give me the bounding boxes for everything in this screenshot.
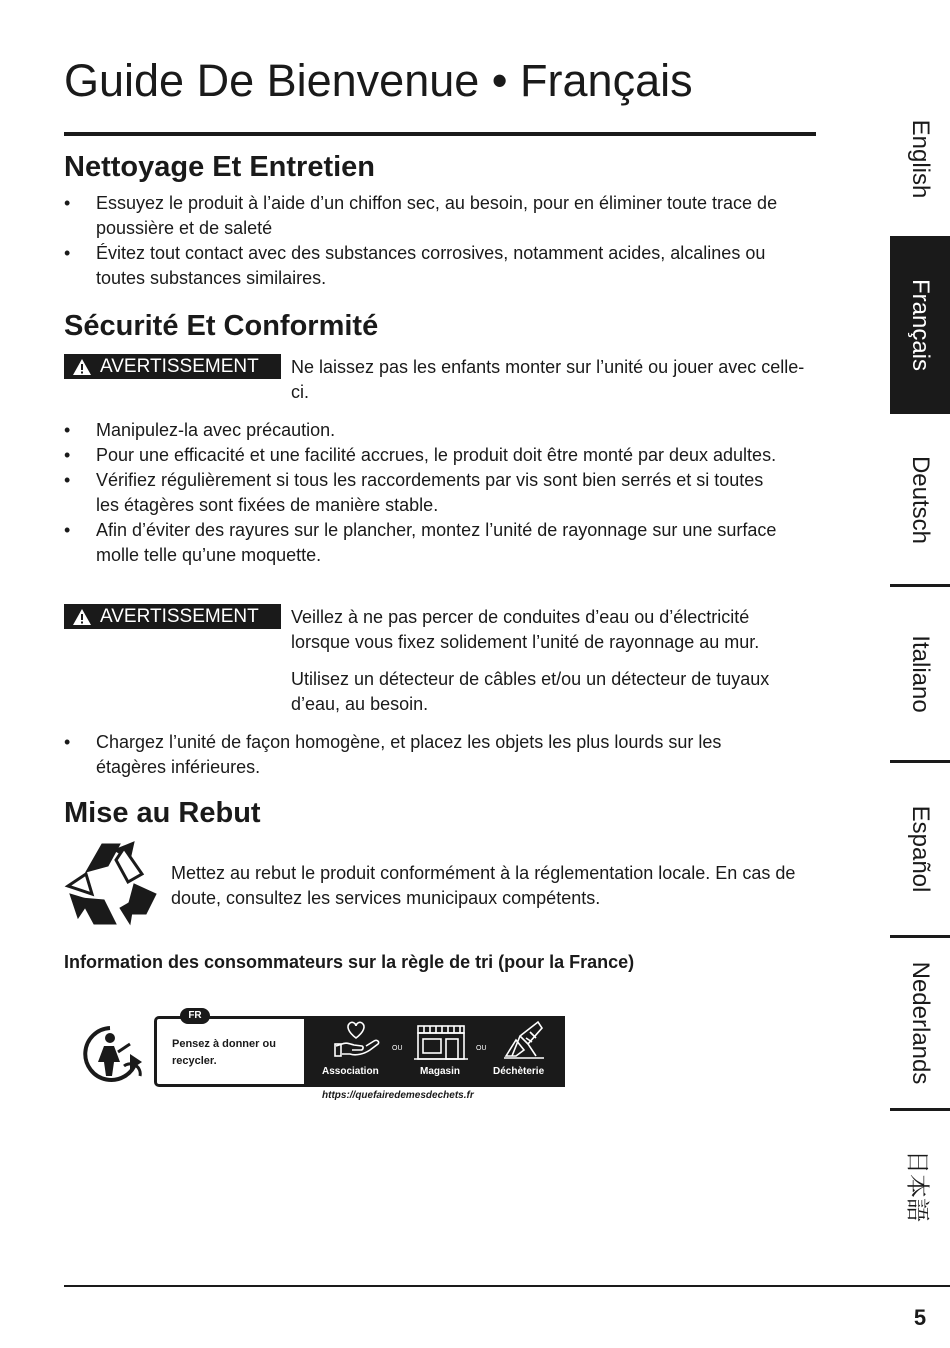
warning-badge xyxy=(64,604,281,629)
cleaning-list xyxy=(64,191,814,291)
list-item: • Afin d’éviter des rayures sur le plancher, montez l’unité de rayonnage sur une surface molle telle qu’une moquette. xyxy=(64,518,784,568)
footer-divider xyxy=(64,1285,950,1287)
tab-label: English xyxy=(907,119,934,199)
tab-deutsch[interactable] xyxy=(890,414,950,586)
list-item: • Manipulez-la avec précaution. xyxy=(64,418,784,443)
tab-nederlands[interactable] xyxy=(890,938,950,1108)
safety-list-2 xyxy=(64,730,794,780)
disposal-text: Mettez au rebut le produit conformément à la réglementation locale. En cas de doute, consultez les services municipaux compétents. xyxy=(171,863,796,908)
recycle-icon xyxy=(64,838,160,932)
tab-label: Nederlands xyxy=(907,961,934,1085)
tab-japanese[interactable] xyxy=(890,1111,950,1261)
warning-text: Utilisez un détecteur de câbles et/ou un détecteur de tuyaux d’eau, au besoin. xyxy=(291,669,770,714)
list-item: • Évitez tout contact avec des substances corrosives, notamment acides, alcalines ou toutes substances similaires. xyxy=(64,241,814,291)
dump-icon xyxy=(502,1020,546,1062)
section-heading-disposal: Mise au Rebut xyxy=(64,797,261,829)
warning-label: AVERTISSEMENT xyxy=(100,605,259,627)
store-icon xyxy=(414,1024,468,1062)
warning-label: AVERTISSEMENT xyxy=(100,355,259,377)
list-item: • Chargez l’unité de façon homogène, et placez les objets les plus lourds sur les étagères inférieures. xyxy=(64,730,794,780)
warning-text: Ne laissez pas les enfants monter sur l’unité ou jouer avec celle-ci. xyxy=(291,357,805,402)
option-label-decheterie: Déchèterie xyxy=(493,1066,545,1077)
list-item: • Essuyez le produit à l’aide d’un chiffon sec, au besoin, pour en éliminer toute trace de poussière et de saleté xyxy=(64,191,814,241)
hand-heart-icon xyxy=(334,1020,380,1060)
country-badge: FR xyxy=(180,1008,210,1024)
page-number: 5 xyxy=(913,1305,927,1330)
warning-badge xyxy=(64,354,281,379)
tab-english[interactable] xyxy=(890,82,950,236)
safety-list xyxy=(64,418,784,568)
triman-message: Pensez à donner ou recycler. xyxy=(172,1038,276,1067)
tab-label: Italiano xyxy=(907,634,934,713)
list-item: • Pour une efficacité et une facilité accrues, le produit doit être monté par deux adultes. xyxy=(64,443,784,468)
tab-label: Français xyxy=(907,278,934,372)
section-heading-cleaning: Nettoyage Et Entretien xyxy=(64,151,375,183)
warning-text: Veillez à ne pas percer de conduites d’eau ou d’électricité lorsque vous fixez solidement l’unité de rayonnage au mur. xyxy=(291,607,760,652)
tab-label: 日本語 xyxy=(903,1150,931,1222)
section-heading-safety: Sécurité Et Conformité xyxy=(64,310,379,342)
triman-icon xyxy=(80,1022,148,1084)
page-title: Guide De Bienvenue • Français xyxy=(64,55,693,106)
warning-triangle-icon xyxy=(72,608,92,626)
consumer-info-heading: Information des consommateurs sur la règle de tri (pour la France) xyxy=(64,952,635,972)
tab-label: Deutsch xyxy=(907,455,934,545)
list-item: • Vérifiez régulièrement si tous les raccordements par vis sont bien serrés et si toutes les étagères sont fixées de manière stable. xyxy=(64,468,784,518)
or-separator: OU xyxy=(392,1045,403,1052)
option-label-magasin: Magasin xyxy=(420,1066,461,1077)
tab-espanol[interactable] xyxy=(890,763,950,935)
tab-label: Español xyxy=(907,805,934,893)
warning-triangle-icon xyxy=(72,358,92,376)
option-label-association: Association xyxy=(322,1066,379,1077)
tab-italiano[interactable] xyxy=(890,587,950,760)
or-separator: OU xyxy=(476,1045,487,1052)
triman-url: https://quefairedemesdechets.fr xyxy=(322,1090,474,1101)
tab-francais[interactable] xyxy=(890,236,950,414)
title-divider xyxy=(64,132,816,136)
